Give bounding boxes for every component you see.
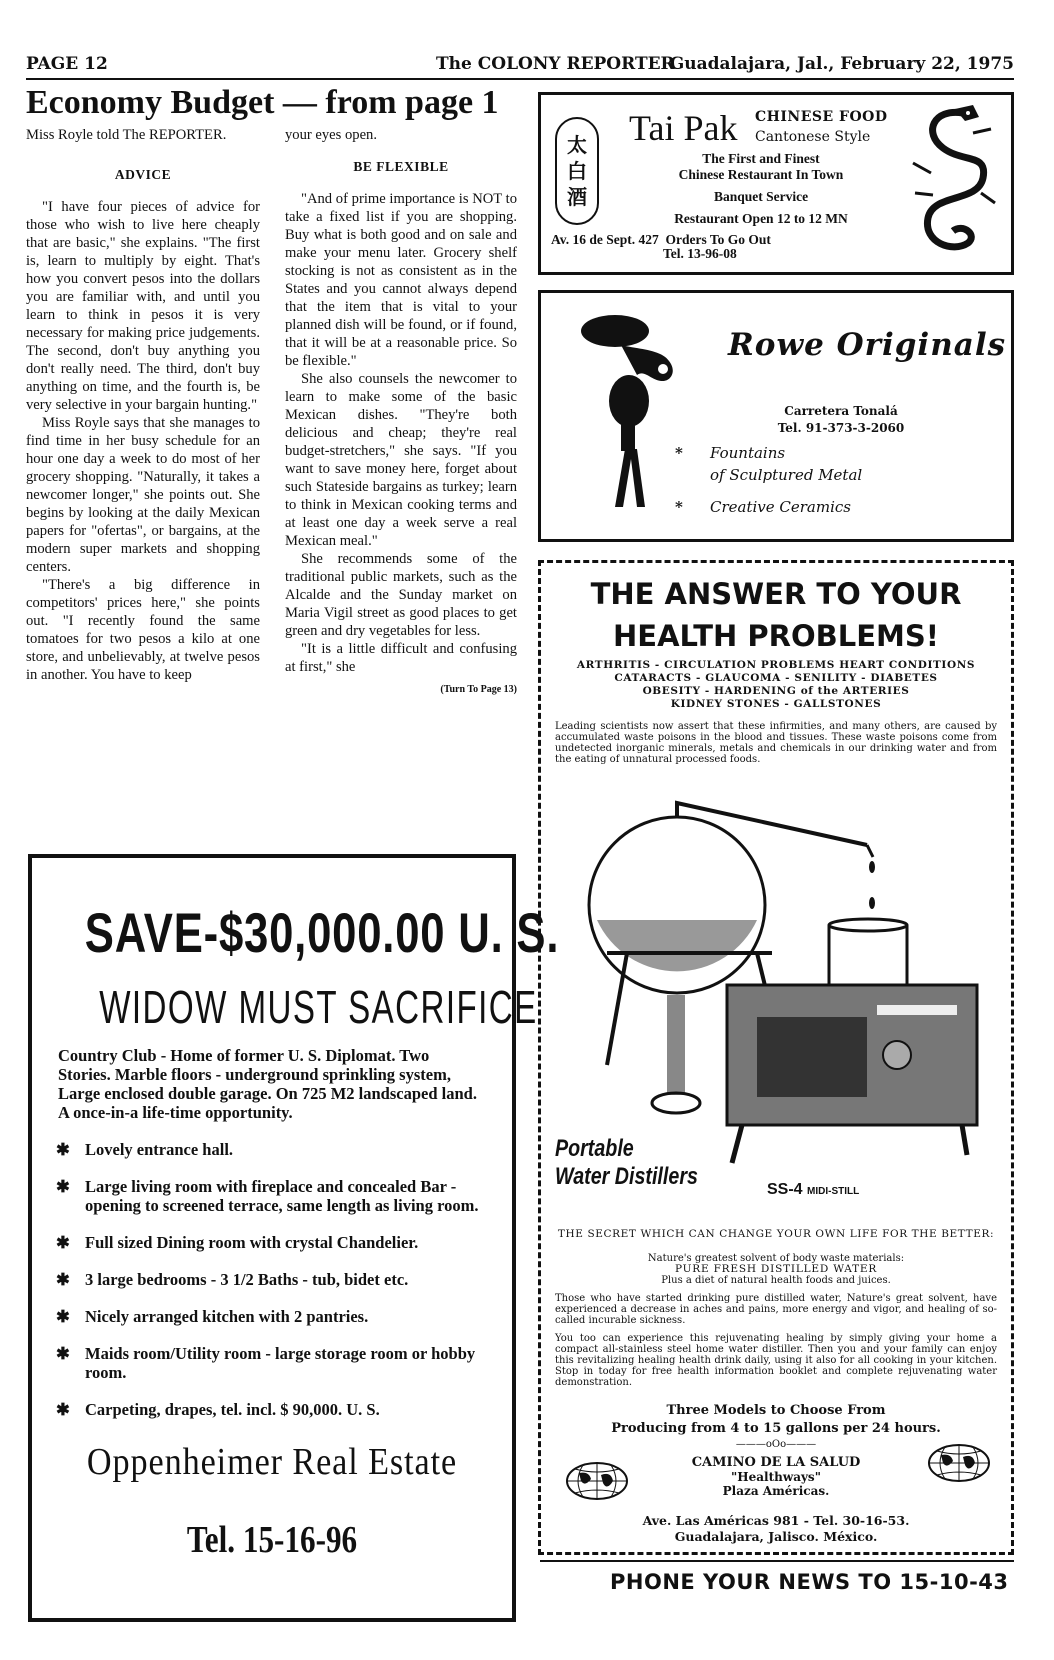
article-paragraph: your eyes open. (285, 127, 377, 143)
health-distiller-ad (538, 560, 1014, 1555)
phone-news-line: PHONE YOUR NEWS TO 15-10-43 (610, 1570, 1009, 1594)
store-plaza: Plaza Américas. (722, 1484, 830, 1498)
feature-item: ✱ Large living room with fireplace and concealed Bar - opening to screened terrace, same length as living room. (56, 1177, 479, 1215)
footer-rule (540, 1560, 1014, 1562)
pure-water-line: PURE FRESH DISTILLED WATER (674, 1263, 878, 1275)
conditions-list: ARTHRITIS - CIRCULATION PROBLEMS HEART CONDITIONS CATARACTS - GLAUCOMA - SENILITY - DIABETES OBESITY - HARDENING of the ARTERIES KIDNEY STONES - GALLSTONES (576, 659, 976, 710)
article-column-1 (26, 126, 260, 684)
dragon-icon (893, 103, 997, 263)
bullet-star-icon: ✱ (56, 1233, 70, 1252)
models-line: Three Models to Choose From (666, 1403, 886, 1418)
ad-intro: Country Club - Home of former U. S. Diplomat. Two Stories. Marble floors - underground sprinkling system, Large enclosed double garage. On 725 M2 landscaped land. A once-in-a life-time opportunity. (58, 1046, 477, 1122)
sculpture-figure-icon (581, 309, 681, 515)
solvent-line: Nature's greatest solvent of body waste materials: (647, 1253, 905, 1264)
feature-item: ✱ Nicely arranged kitchen with 2 pantries. (56, 1307, 369, 1326)
rowe-originals-ad: Rowe Originals Carretera Tonalá Tel. 91-373-3-2060 * Fountains of Sculptured Metal * Creative Ceramics (538, 290, 1014, 542)
dateline: Guadalajara, Jal., February 22, 1975 (669, 54, 1014, 74)
feature-item: ✱ Carpeting, drapes, tel. incl. $ 90,000. U. S. (56, 1400, 380, 1419)
secret-line: THE SECRET WHICH CAN CHANGE YOUR OWN LIFE FOR THE BETTER: (557, 1228, 995, 1240)
feature-list (56, 1140, 490, 1437)
agency-name: Oppenheimer Real Estate (86, 1441, 458, 1483)
article-paragraph: Miss Royle says that she manages to find time in her busy schedule for an hour one day a week to do most of her grocery shopping. "Naturally, it takes a newcomer longer," she points out. She begins by looking at the daily Mexican papers for "ofertas", or bargains, at the modern super markets and shopping centers. (26, 415, 260, 575)
restaurant-address: Av. 16 de Sept. 427 Orders To Go Out Tel. 13-96-08 (551, 232, 771, 261)
cuisine-label: CHINESE FOOD (755, 109, 888, 125)
real-estate-ad (28, 854, 560, 1622)
bullet-star-icon: ✱ (56, 1270, 70, 1289)
taipak-ad (538, 92, 1014, 275)
water-distiller-illustration (567, 785, 987, 1165)
tagline: The First and Finest (702, 151, 820, 166)
article-paragraph: "I have four pieces of advice for those who wish to live here cheaply that are basic," she explains. "The first is, learn to multiply by eight. That's how you convert pesos into the dollars you are familiar with, and until you learn to think in pesos it is very necessary for making price judgements. The second, don't buy anything you don't really need. The third, don't buy anything on time, and the fourth is, be very selective in your bargain hunting." (26, 199, 260, 413)
ad-headline: THE ANSWER TO YOUR HEALTH PROBLEMS! (590, 577, 962, 653)
feature-item: ✱ Lovely entrance hall. (56, 1140, 234, 1159)
ad-subhead: WIDOW MUST SACRIFICE (99, 981, 538, 1033)
ad-headline: SAVE-$30,000.00 U. S. (84, 901, 560, 964)
store-subtitle: "Healthways" (731, 1470, 821, 1484)
opening-hours: Restaurant Open 12 to 12 MN (674, 211, 848, 226)
store-city: Guadalajara, Jalisco. México. (674, 1529, 878, 1544)
business-address: Carretera Tonalá Tel. 91-373-3-2060 (777, 404, 905, 435)
article-paragraph: "It is a little difficult and confusing at first," she (285, 641, 517, 675)
cuisine-style: Cantonese Style (755, 129, 871, 145)
tagline: Chinese Restaurant In Town (678, 167, 844, 182)
feature-item: ✱ 3 large bedrooms - 3 1/2 Baths - tub, bidet etc. (56, 1270, 409, 1289)
bullet-star-icon: ✱ (56, 1177, 70, 1196)
ad-paragraph: Those who have started drinking pure distilled water, Nature's great solvent, have experienced a decrease in aches and pains, more energy and vigor, and healing of so-called incurable sickness. (555, 1293, 997, 1326)
product-name: Portable Water Distillers (555, 1135, 698, 1190)
store-name: CAMINO DE LA SALUD (691, 1455, 861, 1470)
article-paragraph: Miss Royle told The REPORTER. (26, 127, 227, 143)
header-rule (26, 78, 1014, 80)
store-address: Ave. Las Américas 981 - Tel. 30-16-53. (642, 1513, 910, 1528)
page-number: PAGE 12 (26, 54, 108, 74)
globe-icon (565, 1461, 629, 1501)
article-paragraph: "There's a big difference in competitors' prices here," she points out. "I recently found the same tomatoes for two pesos a kilo at one store, and unbelievably, at twelve pesos in another. You have to keep (26, 577, 260, 683)
feature-item: ✱ Full sized Dining room with crystal Chandelier. (56, 1233, 419, 1252)
article-paragraph: "And of prime importance is NOT to take a fixed list if you are shopping. Buy what is both good and on sale and make your menu later. Grocery shelf stocking is not as consistent as in the States and you cannot always depend that the item that is vital to your planned dish will be found, or if found, that it will be at a reasonable price. So be flexible." (285, 191, 517, 369)
bullet-star-icon: ✱ (56, 1140, 70, 1159)
ad-paragraph: Leading scientists now assert that these infirmities, and many others, are caused by accumulated waste poisons in the blood and tissues. These waste poisons come from undetected inorganic minerals, metals and chemicals in our drinking water and from the eating of unnatural processed foods. (555, 721, 997, 765)
continued-notice: (Turn To Page 13) (440, 684, 517, 695)
banquet-service: Banquet Service (713, 189, 809, 204)
article-subhead: ADVICE (114, 167, 172, 182)
diet-line: Plus a diet of natural health foods and juices. (661, 1275, 891, 1286)
bullet-star-icon: ✱ (56, 1344, 70, 1363)
article-paragraph: She recommends some of the traditional public markets, such as the Alcalde and the Sunday market on Maria Vigil street as good places to get green and dry vegetables for less. (285, 551, 517, 639)
chinese-logo: 太 白 酒 (555, 117, 599, 225)
model-label: SS-4 MIDI-STILL (767, 1181, 860, 1198)
restaurant-name: Tai Pak (629, 108, 738, 148)
article-column-2 (285, 126, 517, 699)
publication-name: The COLONY REPORTER (436, 54, 675, 74)
bullet-star-icon: ✱ (56, 1307, 70, 1326)
ad-paragraph: You too can experience this rejuvenating healing by simply giving your home a compact all-stainless steel home water distiller. Then you and your family can enjoy this revitalizing healing health drink daily, using it also for all cooking in your kitchen. Stop in today for free health information booklet and complete rejuvenating water demonstration. (555, 1333, 997, 1388)
bullet-star-icon: ✱ (56, 1400, 70, 1419)
page-header (26, 54, 1014, 80)
feature-item: ✱ Maids room/Utility room - large storage room or hobby room. (56, 1344, 476, 1382)
agency-phone: Tel. 15-16-96 (186, 1519, 358, 1561)
bullet-star-icon: * (675, 444, 683, 462)
capacity-line: Producing from 4 to 15 gallons per 24 hours. (611, 1421, 941, 1436)
bullet-star-icon: * (675, 498, 683, 516)
separator: ———oOo——— (735, 1439, 817, 1450)
business-name: Rowe Originals (728, 327, 1007, 363)
article-subhead: BE FLEXIBLE (353, 159, 449, 174)
article-title: Economy Budget — from page 1 (26, 84, 499, 121)
globe-icon (927, 1443, 991, 1483)
article-paragraph: She also counsels the newcomer to learn to make some of the basic Mexican dishes. "They're both delicious and cheap; they're real budget-stretchers," she says. "If you want to save money here, forget about such Stateside bargains as turkey; learn to think in Mexican cooking terms and at least one day a week serve a real Mexican meal." (285, 371, 517, 549)
